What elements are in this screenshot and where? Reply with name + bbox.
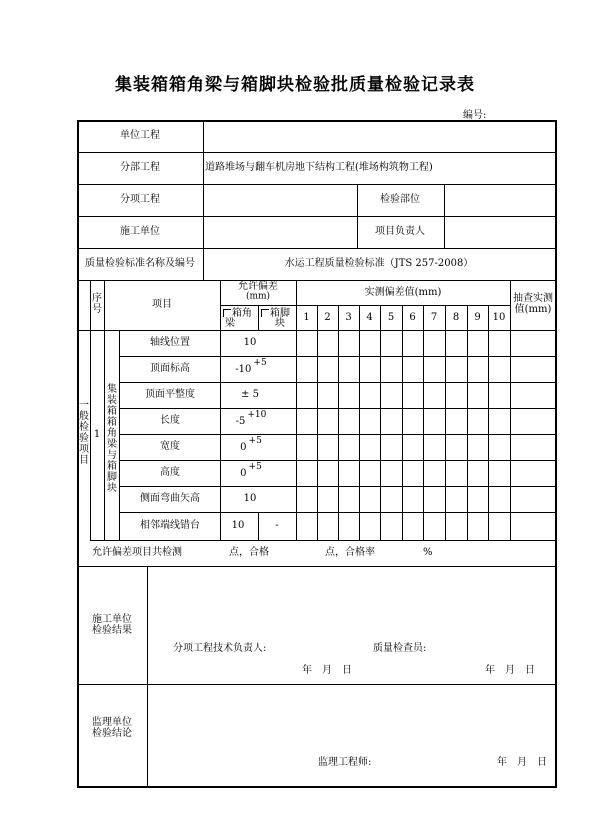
item-name: 宽度 (160, 441, 180, 452)
inspect-part-label: 检验部位 (380, 194, 420, 205)
allow-unit-header: (mm) (245, 291, 271, 302)
tolerance-upper: +5 (253, 358, 267, 368)
standard-label: 质量检验标准名称及编号 (85, 258, 195, 269)
supervision-label-2: 检验结论 (92, 728, 132, 739)
foot-header: 箱脚 (261, 309, 290, 319)
measured-header: 实测偏差值(mm) (364, 287, 442, 298)
foot-header-2: 块 (275, 318, 285, 329)
item-name: 侧面弯曲矢高 (140, 493, 200, 504)
item-tolerance: 10 (231, 520, 245, 531)
item-tolerance (240, 462, 262, 479)
construction-result-label-2: 检验结果 (92, 625, 132, 636)
allow-dev-header: 允许偏差 (238, 281, 278, 292)
tolerance-lower: -10 (235, 364, 252, 375)
seq-value: 1 (93, 429, 101, 440)
measure-number-8: 8 (452, 312, 460, 323)
item-name: 高度 (160, 467, 180, 478)
tolerance-upper: +5 (248, 436, 262, 446)
construction-unit-label: 施工单位 (120, 226, 160, 237)
measure-number-2: 2 (324, 312, 331, 323)
item-name: 长度 (160, 415, 180, 426)
item-name: 顶面平整度 (145, 389, 195, 400)
summary-pass: 点，合格 (229, 547, 269, 558)
date-2: 年 月 日 (485, 665, 535, 676)
summary-percent: % (423, 547, 433, 558)
measure-number-6: 6 (409, 312, 416, 323)
tolerance-lower: 0 (240, 468, 247, 479)
measure-number-10: 10 (492, 312, 506, 323)
item-header: 项目 (152, 299, 172, 310)
tech-leader-label: 分项工程技术负责人: (173, 643, 267, 654)
seq-header: 序号 (92, 293, 102, 315)
construction-result-label: 施工单位 (92, 614, 132, 625)
standard-value: 水运工程质量检验标准（JTS 257-2008） (284, 258, 474, 269)
division-value: 道路堆场与翻车机房地下结构工程(堆场构筑物工程) (205, 162, 433, 173)
item-tolerance: 10 (243, 493, 257, 504)
measure-number-5: 5 (387, 312, 395, 323)
item-tolerance: ± 5 (241, 389, 259, 400)
beam-header: 箱角 (223, 309, 252, 319)
tolerance-upper: +5 (248, 462, 262, 472)
item-name: 顶面标高 (150, 363, 190, 374)
measure-number-7: 7 (430, 312, 438, 323)
beam-header-2: 梁 (225, 318, 235, 329)
project-leader-label: 项目负责人 (375, 226, 425, 237)
group-label: 集装箱箱角梁与箱脚块 (107, 384, 117, 494)
item-tolerance-foot: - (275, 520, 279, 531)
unit-project-label: 单位工程 (120, 130, 160, 141)
page-title: 集装箱箱角梁与箱脚块检验批质量检验记录表 (115, 75, 475, 95)
tolerance-upper: +10 (247, 410, 267, 420)
item-tolerance (240, 436, 262, 453)
sample-header: 抽查实测 (513, 293, 553, 304)
general-items-label: 一般检验项目 (79, 400, 89, 466)
summary-rate: 点，合格率 (325, 547, 375, 558)
measure-number-1: 1 (303, 312, 310, 323)
date-1: 年 月 日 (302, 665, 352, 676)
code-label: 编号: (463, 110, 487, 121)
item-tolerance (235, 410, 267, 427)
item-name: 轴线位置 (150, 337, 190, 348)
item-tolerance (235, 358, 267, 375)
item-tolerance: 10 (243, 337, 257, 348)
sample-header-unit: 值(mm) (514, 304, 552, 315)
date-3: 年 月 日 (497, 757, 547, 768)
subitem-label: 分项工程 (120, 194, 160, 205)
division-label: 分部工程 (120, 162, 160, 173)
summary-label: 允许偏差项目共检测 (92, 547, 182, 558)
measure-number-4: 4 (366, 312, 373, 323)
inspector-label: 质量检查员: (373, 643, 427, 654)
engineer-label: 监理工程师: (318, 757, 372, 768)
measure-number-9: 9 (474, 312, 481, 323)
tolerance-lower: 0 (240, 442, 247, 453)
tolerance-lower: -5 (235, 416, 246, 427)
item-name: 相邻端线错台 (140, 520, 200, 531)
measure-number-3: 3 (345, 312, 352, 323)
supervision-label: 监理单位 (92, 717, 132, 728)
